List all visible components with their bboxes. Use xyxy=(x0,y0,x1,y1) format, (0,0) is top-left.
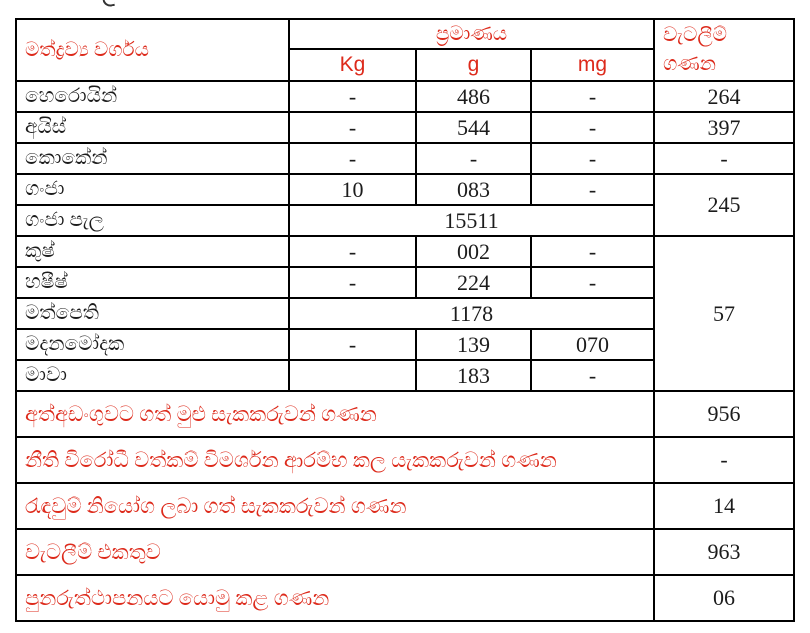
g-cell: 183 xyxy=(416,360,531,391)
unit-kg-header: Kg xyxy=(289,49,416,81)
kg-cell: - xyxy=(289,81,416,112)
raid-count-merged-cell: 57 xyxy=(654,236,794,391)
mg-cell: - xyxy=(531,236,654,267)
kg-cell: - xyxy=(289,143,416,174)
mg-cell: - xyxy=(531,81,654,112)
drug-name-cell: හෙරොයින් xyxy=(16,81,289,112)
quantity-merged-cell: 15511 xyxy=(289,205,654,236)
summary-label-cell: නීති විරෝධී වත්කම් විමර්ශන ආරම්භ කල යැකකරුවන් ගණන xyxy=(16,437,654,483)
g-cell: 083 xyxy=(416,174,531,205)
drug-type-header: මත්ද්‍රව්‍ය වර්ගය xyxy=(16,19,289,81)
summary-label-cell: වැටලීම් එකතුව xyxy=(16,529,654,575)
summary-label-cell: රැඳවුම් නියෝග ලබා ගත් සැකකරුවන් ගණන xyxy=(16,483,654,529)
summary-label-cell: පුනරුත්ථාපනයට යොමු කළ ගණන xyxy=(16,575,654,621)
summary-row-asset-investigations xyxy=(16,437,794,483)
summary-row-total-raids xyxy=(16,529,794,575)
drug-name-cell: කොකේන් xyxy=(16,143,289,174)
unit-g-header: g xyxy=(416,49,531,81)
mg-cell: - xyxy=(531,143,654,174)
table-row-heroin xyxy=(16,81,794,112)
kg-cell xyxy=(289,360,416,391)
table-row-cocaine xyxy=(16,143,794,174)
mg-cell: - xyxy=(531,112,654,143)
table-row-kush xyxy=(16,236,794,267)
g-cell: 139 xyxy=(416,329,531,360)
summary-value-cell: 06 xyxy=(654,575,794,621)
unit-mg-header: mg xyxy=(531,49,654,81)
summary-row-total-suspects xyxy=(16,391,794,437)
drug-name-cell: ගංජා xyxy=(16,174,289,205)
raid-count-merged-cell: 245 xyxy=(654,174,794,236)
drug-statistics-table xyxy=(15,18,795,622)
table-row-ice xyxy=(16,112,794,143)
header-row-1 xyxy=(16,19,794,49)
summary-row-rehabilitation xyxy=(16,575,794,621)
mg-cell: 070 xyxy=(531,329,654,360)
drug-name-cell: මදනමෝදක xyxy=(16,329,289,360)
kg-cell: - xyxy=(289,112,416,143)
raid-count-header xyxy=(654,19,794,81)
raid-count-cell: 264 xyxy=(654,81,794,112)
drug-name-cell: මාවා xyxy=(16,360,289,391)
drug-name-cell: කුෂ් xyxy=(16,236,289,267)
mg-cell: - xyxy=(531,267,654,298)
mg-cell: - xyxy=(531,360,654,391)
kg-cell: - xyxy=(289,267,416,298)
kg-cell: 10 xyxy=(289,174,416,205)
summary-value-cell: 14 xyxy=(654,483,794,529)
summary-row-detention-orders xyxy=(16,483,794,529)
raid-count-cell: 397 xyxy=(654,112,794,143)
summary-value-cell: 956 xyxy=(654,391,794,437)
g-cell: 002 xyxy=(416,236,531,267)
stray-mark xyxy=(102,0,115,8)
kg-cell: - xyxy=(289,236,416,267)
table-row-ganja xyxy=(16,174,794,205)
mg-cell: - xyxy=(531,174,654,205)
raid-count-cell: - xyxy=(654,143,794,174)
summary-value-cell: - xyxy=(654,437,794,483)
drug-name-cell: අයිස් xyxy=(16,112,289,143)
drug-name-cell: හෂීෂ් xyxy=(16,267,289,298)
kg-cell: - xyxy=(289,329,416,360)
g-cell: - xyxy=(416,143,531,174)
raid-count-header-line2: ගණන xyxy=(663,53,716,75)
quantity-header: ප්‍රමාණය xyxy=(289,19,654,49)
quantity-merged-cell: 1178 xyxy=(289,298,654,329)
g-cell: 486 xyxy=(416,81,531,112)
g-cell: 544 xyxy=(416,112,531,143)
drug-name-cell: මත්පෙති xyxy=(16,298,289,329)
raid-count-header-line1: වැටලීම් xyxy=(663,24,727,46)
summary-value-cell: 963 xyxy=(654,529,794,575)
g-cell: 224 xyxy=(416,267,531,298)
summary-label-cell: අත්අඩංගුවට ගත් මුළු සැකකරුවන් ගණන xyxy=(16,391,654,437)
drug-name-cell: ගංජා පැල xyxy=(16,205,289,236)
